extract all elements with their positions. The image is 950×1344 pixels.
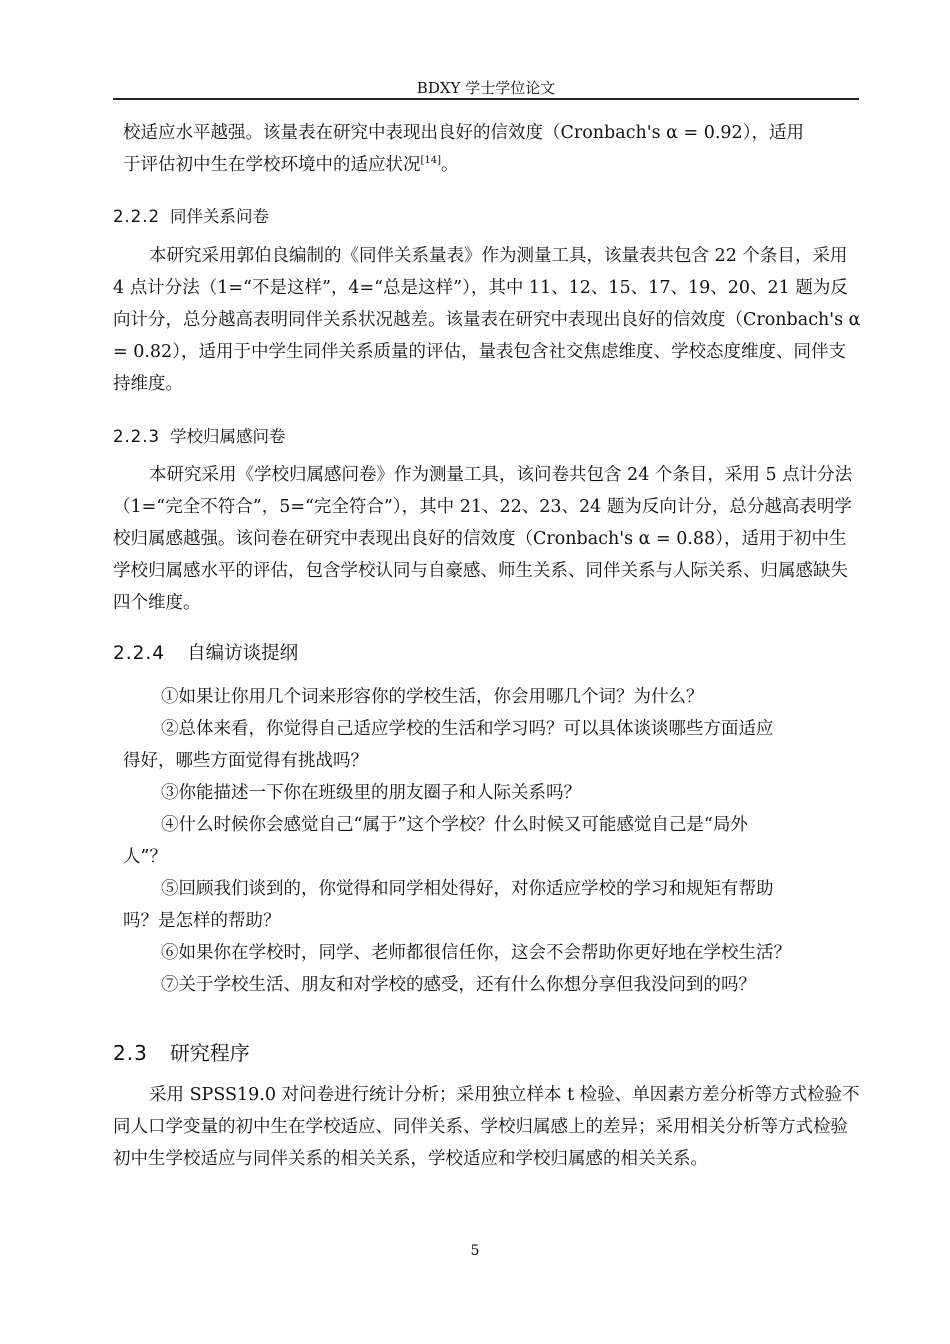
interview-question-list <box>113 681 863 1001</box>
section-title: 研究程序 <box>169 1041 250 1065</box>
section-number: 2.2.2 <box>113 207 160 226</box>
peer-relation-paragraph <box>113 240 863 400</box>
list-item: ③你能描述一下你在班级里的朋友圈子和人际关系吗？ <box>161 783 581 803</box>
list-item: ⑦关于学校生活、朋友和对学校的感受，还有什么你想分享但我没问到的吗？ <box>161 975 756 995</box>
list-item: ②总体来看，你觉得自己适应学校的生活和学习吗？可以具体谈谈哪些方面适应 得好，哪些方面觉得有挑战吗？ <box>123 719 774 771</box>
section-heading-2-2-4 <box>113 642 298 666</box>
list-item: ⑤回顾我们谈到的，你觉得和同学相处得好，对你适应学校的学习和规矩有帮助 吗？是怎样的帮助？ <box>123 879 774 931</box>
section-number: 2.2.3 <box>113 427 160 446</box>
section-number: 2.2.4 <box>113 643 166 664</box>
paragraph-text: 本研究采用《学校归属感问卷》作为测量工具，该问卷共包含 24 个条目，采用 5 点计分法（1=“完全不符合”，5=“完全符合”），其中 21、22、23、24 题为反向计分，总分越高表明学校归属感越强。该问卷在研究中表现出良好的信效度（Cronbach's α = 0.88），适用于初中生学校归属感水平的评估，包含学校认同与自豪感、师生关系、同伴关系与人际关系、归属感缺失四个维度。 <box>113 465 853 613</box>
list-item: ①如果让你用几个词来形容你的学校生活，你会用哪几个词？为什么？ <box>161 687 704 707</box>
page-number: 5 <box>470 1243 480 1259</box>
procedure-paragraph <box>113 1079 863 1175</box>
intro-paragraph <box>113 117 863 181</box>
belonging-paragraph <box>113 459 863 619</box>
section-number: 2.3 <box>113 1041 148 1065</box>
intro-line-2 <box>113 149 863 181</box>
intro-line-1: 校适应水平越强。该量表在研究中表现出良好的信效度（Cronbach's α = 0.92），适用 <box>123 123 804 143</box>
list-item: ④什么时候你会感觉自己“属于”这个学校？什么时候又可能感觉自己是“局外 人”？ <box>123 815 748 867</box>
intro-line-2-text: 于评估初中生在学校环境中的适应状况 <box>123 155 421 175</box>
section-heading-2-2-2 <box>113 206 269 228</box>
running-header: BDXY 学士学位论文 <box>416 79 556 97</box>
section-title: 同伴关系问卷 <box>169 207 269 226</box>
paragraph-text: 采用 SPSS19.0 对问卷进行统计分析；采用独立样本 t 检验、单因素方差分析等方式检验不同人口学变量的初中生在学校适应、同伴关系、学校归属感上的差异；采用相关分析等方式检验初中生学校适应与同伴关系的相关关系，学校适应和学校归属感的相关关系。 <box>113 1085 860 1169</box>
section-heading-2-2-3 <box>113 426 285 448</box>
list-item: ⑥如果你在学校时，同学、老师都很信任你，这会不会帮助你更好地在学校生活？ <box>161 943 791 963</box>
section-title: 学校归属感问卷 <box>169 427 286 446</box>
intro-line-2-end: 。 <box>441 155 459 175</box>
citation-ref: [14] <box>420 155 442 166</box>
section-title: 自编访谈提纲 <box>187 643 299 664</box>
paragraph-text: 本研究采用郭伯良编制的《同伴关系量表》作为测量工具，该量表共包含 22 个条目，采用 4 点计分法（1=“不是这样”，4=“总是这样”），其中 11、12、15、17、19、20、21 题为反向计分，总分越高表明同伴关系状况越差。该量表在研究中表现出良好的信效度（Cronbach's α = 0.82），适用于中学生同伴关系质量的评估，量表包含社交焦虑维度、学校态度维度、同伴支持维度。 <box>113 246 861 394</box>
section-heading-2-3 <box>113 1040 250 1066</box>
header-rule <box>113 98 859 100</box>
